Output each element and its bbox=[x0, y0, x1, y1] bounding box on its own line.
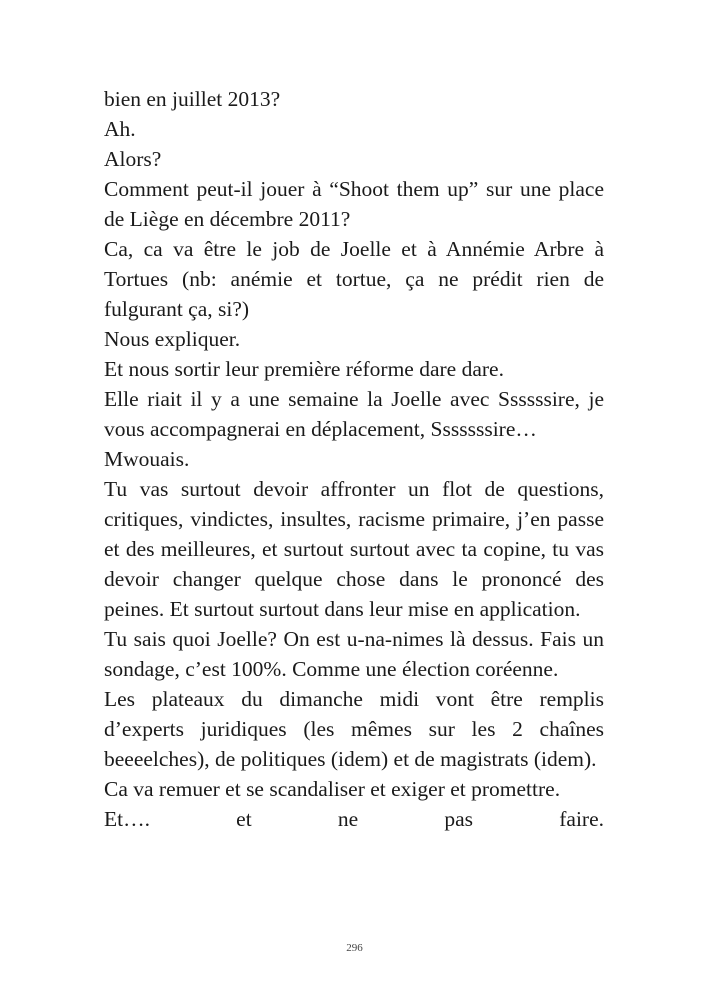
paragraph-9: Mwouais. bbox=[104, 447, 190, 471]
paragraph-4: Comment peut-il jouer à “Shoot them up” sur une place de Liège en décembre 2011? bbox=[104, 177, 604, 231]
paragraph-7: Et nous sortir leur première réforme dare dare. bbox=[104, 357, 504, 381]
paragraph-13: Ca va remuer et se scandaliser et exiger et promettre. bbox=[104, 777, 561, 801]
paragraph-11: Tu sais quoi Joelle? On est u-na-nimes là dessus. Fais un sondage, c’est 100%. Comme une élection coréenne. bbox=[104, 627, 604, 681]
paragraph-12: Les plateaux du dimanche midi vont être remplis d’experts juridiques (les mêmes sur les 2 chaînes beeeelches), de politiques (idem) et de magistrats (idem). bbox=[104, 687, 604, 771]
paragraph-14: Et…. et ne pas faire. bbox=[104, 807, 604, 831]
paragraph-3: Alors? bbox=[104, 147, 162, 171]
paragraph-10: Tu vas surtout devoir affronter un flot de questions, critiques, vindictes, insultes, racisme primaire, j’en passe et des meilleures, et surtout surtout avec ta copine, tu vas devoir changer quelque chose dans le prononcé des peines. Et surtout surtout dans leur mise en application. bbox=[104, 477, 604, 621]
paragraph-1: bien en juillet 2013? bbox=[104, 87, 281, 111]
paragraph-6: Nous expliquer. bbox=[104, 327, 241, 351]
paragraph-5: Ca, ca va être le job de Joelle et à Annémie Arbre à Tortues (nb: anémie et tortue, ça ne prédit rien de fulgurant ça, si?) bbox=[104, 237, 604, 321]
paragraph-2: Ah. bbox=[104, 117, 136, 141]
paragraph-8: Elle riait il y a une semaine la Joelle avec Ssssssire, je vous accompagnerai en déplacement, Sssssssire… bbox=[104, 387, 604, 441]
body-text bbox=[104, 84, 604, 834]
page-number: 296 bbox=[346, 942, 363, 954]
